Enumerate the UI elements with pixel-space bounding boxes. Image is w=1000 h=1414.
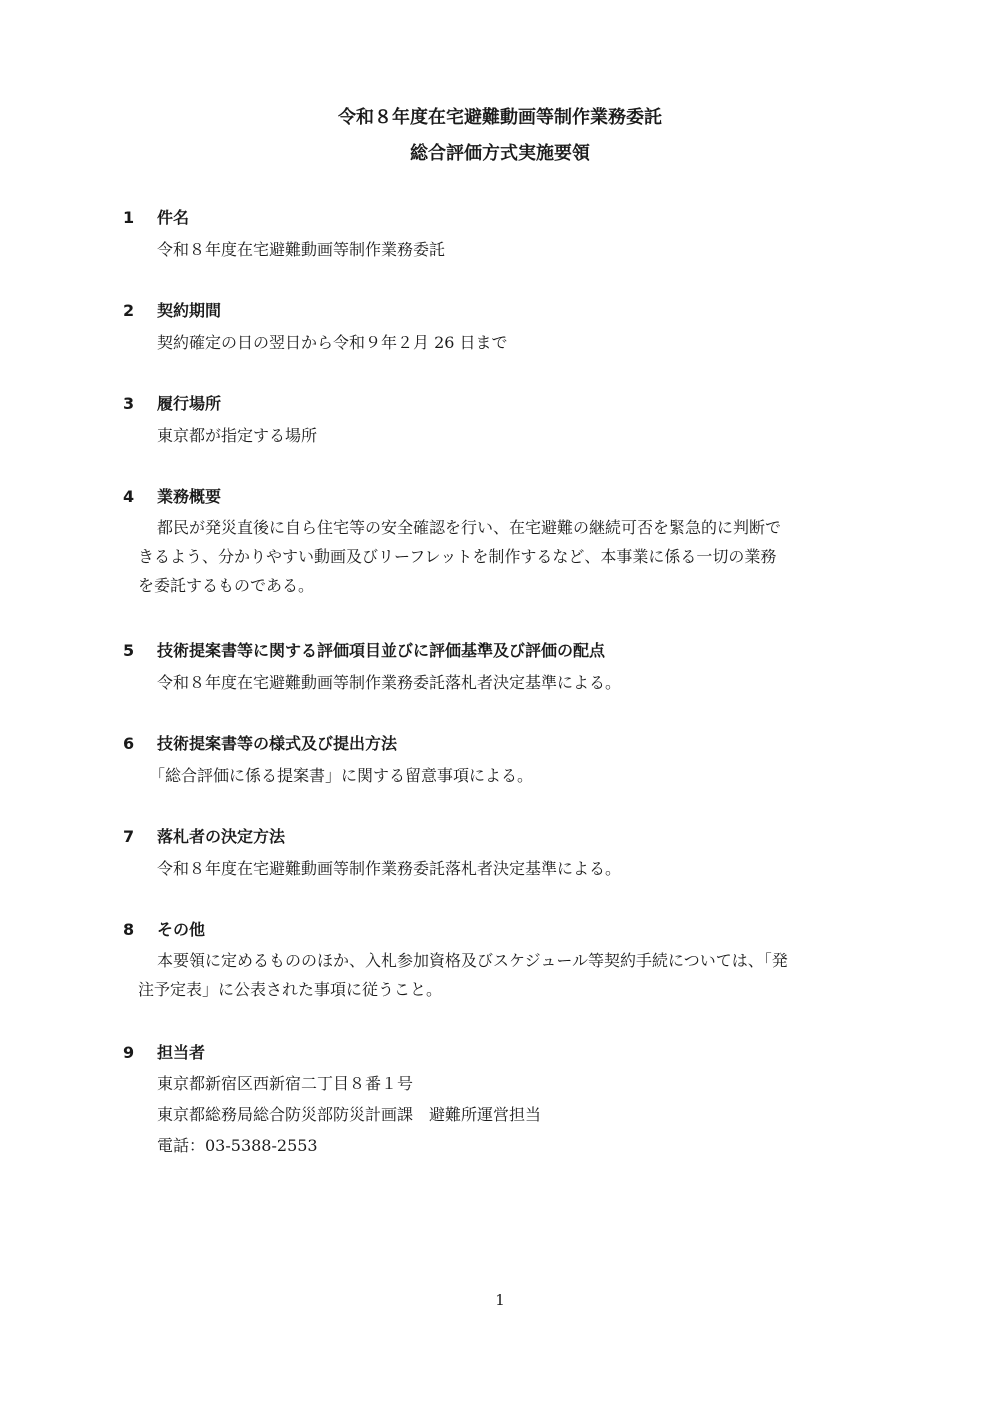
section-3 [0, 392, 1000, 448]
section-title: その他 [157, 920, 206, 939]
section-title: 担当者 [157, 1043, 206, 1062]
section-title: 技術提案書等に関する評価項目並びに評価基準及び評価の配点 [157, 641, 606, 660]
section-title: 件名 [157, 208, 190, 227]
section-heading [0, 206, 1000, 230]
section-body: 令和８年度在宅避難動画等制作業務委託落札者決定基準による。 [157, 673, 622, 692]
document-title: 令和８年度在宅避難動画等制作業務委託 [338, 107, 662, 128]
page-number: 1 [495, 1291, 505, 1309]
section-body: 令和８年度在宅避難動画等制作業務委託 [157, 240, 446, 259]
paragraph-line: 本要領に定めるもののほか、入札参加資格及びスケジュール等契約手続については、「発 [157, 951, 788, 970]
section-paragraph [0, 513, 884, 600]
section-7 [0, 825, 1000, 881]
section-heading [0, 1041, 1000, 1065]
section-number: 7 [123, 827, 135, 846]
section-5 [0, 639, 1000, 695]
section-2 [0, 299, 1000, 355]
section-number: 8 [123, 920, 135, 939]
section-heading [0, 639, 1000, 663]
section-number: 6 [123, 734, 135, 753]
contact-phone: 電話：03‐5388‐2553 [157, 1136, 318, 1155]
contact-address: 東京都新宿区西新宿二丁目８番１号 [157, 1074, 414, 1093]
section-heading [0, 732, 1000, 756]
section-heading [0, 485, 1000, 509]
paragraph-line: を委託するものである。 [138, 576, 315, 595]
section-title: 技術提案書等の様式及び提出方法 [157, 734, 398, 753]
section-body: 契約確定の日の翌日から令和９年２月 26 日まで [157, 333, 508, 352]
section-body: 「総合評価に係る提案書」に関する留意事項による。 [149, 766, 534, 785]
section-4 [0, 485, 1000, 600]
section-paragraph [0, 946, 884, 1004]
section-number: 1 [123, 208, 135, 227]
section-heading [0, 825, 1000, 849]
section-1 [0, 206, 1000, 262]
section-body: 東京都が指定する場所 [157, 426, 318, 445]
section-title: 落札者の決定方法 [157, 827, 286, 846]
section-number: 2 [123, 301, 135, 320]
section-number: 5 [123, 641, 135, 660]
section-title: 契約期間 [157, 301, 222, 320]
paragraph-line: 注予定表」に公表された事項に従うこと。 [138, 980, 443, 999]
section-number: 4 [123, 487, 135, 506]
section-9 [0, 1041, 1000, 1158]
section-number: 3 [123, 394, 135, 413]
section-heading [0, 392, 1000, 416]
section-heading [0, 918, 1000, 942]
paragraph-line: きるよう、分かりやすい動画及びリーフレットを制作するなど、本事業に係る一切の業務 [138, 547, 777, 566]
section-6 [0, 732, 1000, 788]
section-number: 9 [123, 1043, 135, 1062]
document-subtitle: 総合評価方式実施要領 [410, 143, 590, 164]
section-title: 業務概要 [157, 487, 222, 506]
section-title: 履行場所 [157, 394, 222, 413]
section-body: 令和８年度在宅避難動画等制作業務委託落札者決定基準による。 [157, 859, 622, 878]
section-heading [0, 299, 1000, 323]
contact-department: 東京都総務局総合防災部防災計画課 避難所運営担当 [157, 1105, 542, 1124]
section-8 [0, 918, 1000, 1004]
paragraph-line: 都民が発災直後に自ら住宅等の安全確認を行い、在宅避難の継続可否を緊急的に判断で [157, 518, 782, 537]
